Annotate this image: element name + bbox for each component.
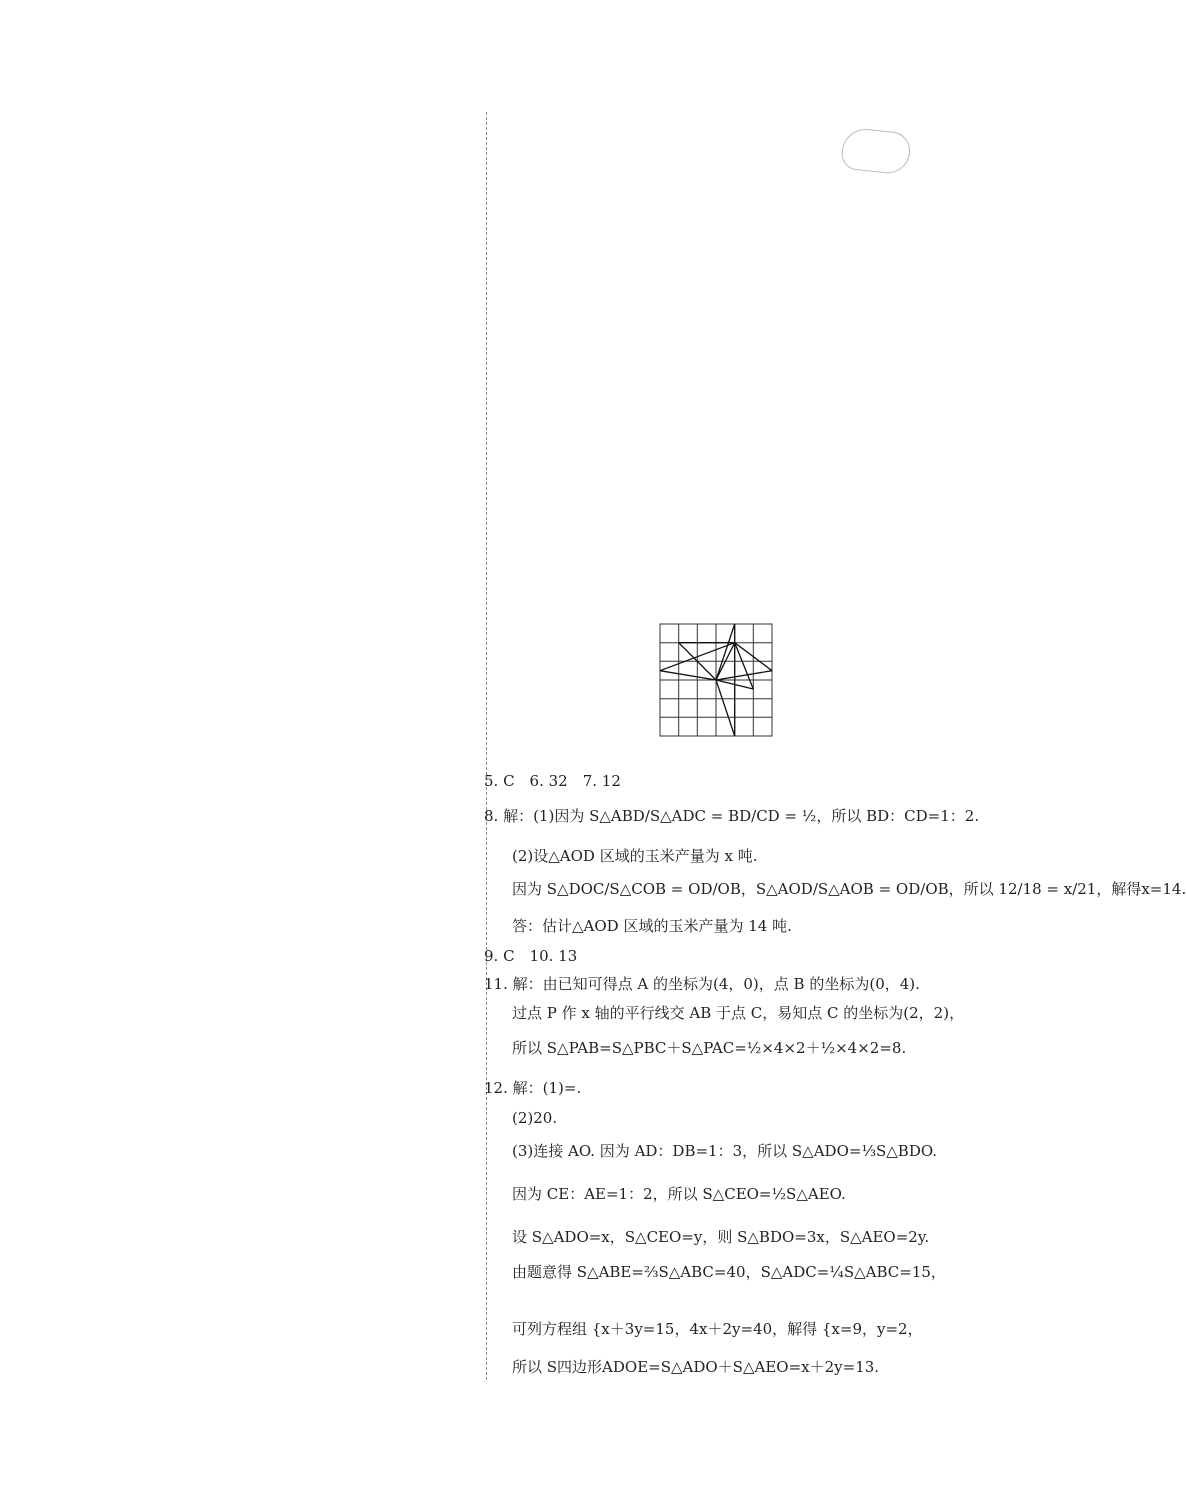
watermark-logo (820, 1398, 990, 1486)
stamp-line-1 (845, 128, 911, 135)
text-line: 答：估计△AOD 区域的玉米产量为 14 吨. (512, 917, 792, 935)
text-line: (2)设△AOD 区域的玉米产量为 x 吨. (512, 847, 758, 865)
text-line: 5. C 6. 32 7. 12 (484, 772, 621, 790)
text-line: 因为 CE：AE=1：2，所以 S△CEO=½S△AEO. (512, 1185, 846, 1203)
text-line: (3)连接 AO. 因为 AD：DB=1：3，所以 S△ADO=⅓S△BDO. (512, 1142, 938, 1160)
text-line: 9. C 10. 13 (484, 947, 578, 965)
text-line: 所以 S△PAB=S△PBC＋S△PAC=½×4×2＋½×4×2=8. (512, 1039, 907, 1057)
text-line: 12. 解：(1)=. (484, 1079, 582, 1097)
text-line: (2)20. (512, 1109, 558, 1127)
text-line: 因为 S△DOC/S△COB = OD/OB，S△AOD/S△AOB = OD/OB，所以 12/18 = x/21，解得x=14. (512, 880, 1186, 898)
stamp-line-2 (845, 128, 911, 135)
stamp-logo (840, 127, 912, 176)
grid-figure (640, 624, 800, 744)
text-line: 可列方程组 {x＋3y=15，4x＋2y=40，解得 {x=9，y=2， (512, 1320, 923, 1338)
text-line: 过点 P 作 x 轴的平行线交 AB 于点 C，易知点 C 的坐标为(2，2)， (512, 1004, 965, 1022)
text-line: 设 S△ADO=x，S△CEO=y，则 S△BDO=3x，S△AEO=2y. (512, 1228, 930, 1246)
text-line: 11. 解：由已知可得点 A 的坐标为(4，0)，点 B 的坐标为(0，4). (484, 975, 920, 993)
text-line: 所以 S四边形ADOE=S△ADO＋S△AEO=x＋2y=13. (512, 1358, 880, 1376)
text-line: 由题意得 S△ABE=⅔S△ABC=40，S△ADC=¼S△ABC=15， (512, 1263, 946, 1281)
column-divider (486, 112, 487, 1380)
text-line: 8. 解：(1)因为 S△ABD/S△ADC = BD/CD = ½，所以 BD：CD=1：2. (484, 807, 980, 825)
